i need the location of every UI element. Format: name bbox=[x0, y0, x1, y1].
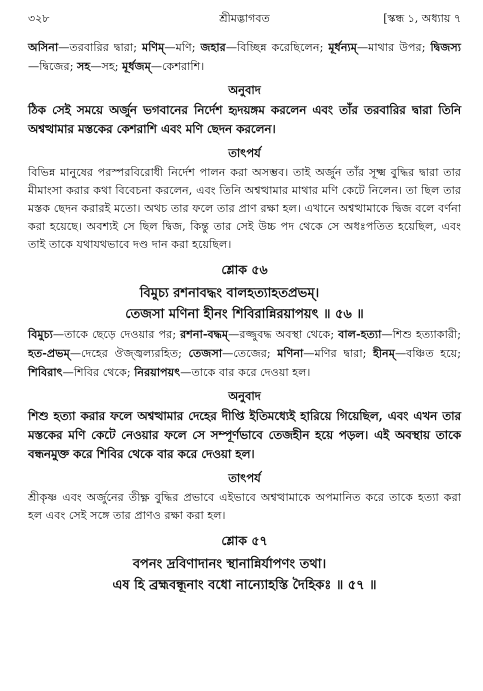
verse-line: তেজসা মণিনা হীনং শিবিরান্নিরয়াপয়ৎ ॥ ৫৬ ॥ bbox=[125, 307, 364, 322]
page-header bbox=[28, 10, 461, 26]
purport-56: শ্রীকৃষ্ণ এবং অর্জুনের তীক্ষ্ণ বুদ্ধির প্রভাবে এইভাবে অশ্বত্থামাকে অপমানিত করে তাকে হত্যা করা হল এবং সেই সঙ্গে তার প্রাণও রক্ষা করা হল। bbox=[28, 491, 461, 522]
gloss-meaning: —মাথার উপর; bbox=[356, 41, 426, 54]
purport-heading-55: তাৎপর্য bbox=[228, 146, 261, 160]
word-meanings-55 bbox=[28, 38, 461, 76]
verse-line: বিমুচ্য রশনাবদ্ধং বালহত্যাহতপ্রভম্। bbox=[139, 286, 320, 301]
gloss-meaning: —বিচ্ছিন্ন করেছিলেন; bbox=[225, 41, 324, 54]
gloss-term: বিমুচ্য bbox=[28, 327, 53, 341]
gloss-meaning: —তরবারির দ্বারা; bbox=[58, 41, 137, 54]
gloss-meaning: —তাকে ছেড়ে দেওয়ার পর; bbox=[52, 328, 177, 341]
gloss-term: সহ bbox=[77, 59, 91, 73]
translation-heading-56: অনুবাদ bbox=[228, 389, 261, 403]
purport-55: বিভিন্ন মানুষের পরস্পরবিরোধী নির্দেশ পালন করা অসম্ভব। তাই অর্জুন তাঁর সূক্ষ্ম বুদ্ধির দ্বারা তার মীমাংসা করার কথা বিবেচনা করলেন, এবং তিনি অশ্বত্থামার মাথার মণি কেটে নিলেন। তা ছিল তার মস্তক ছেদন করারই মতো। অথচ তার ফলে তার প্রাণ রক্ষা হল। এখানে অশ্বত্থামাকে দ্বিজ বলে বর্ণনা করা হয়েছে। অবশ্যই সে ছিল দ্বিজ, কিন্তু তার সেই উচ্চ পদ থেকে সে অধঃপতিত হয়েছিল, এবং তাই তাকে যথাযথভাবে দণ্ড দান করা হয়েছিল। bbox=[28, 166, 461, 251]
gloss-meaning: —তেজের; bbox=[222, 347, 271, 360]
verse-heading-56: শ্লোক ৫৬ bbox=[221, 262, 268, 277]
gloss-term: মণিনা bbox=[277, 346, 304, 360]
gloss-term: বাল-হত্যা bbox=[338, 327, 382, 341]
gloss-meaning: —দেহের ঔজ্জ্বল্যরহিত; bbox=[69, 347, 182, 360]
gloss-meaning: —মণি; bbox=[164, 41, 196, 54]
translation-55: ঠিক সেই সময়ে অর্জুন ভগবানের নির্দেশ হৃদয়ঙ্গম করলেন এবং তাঁর তরবারির দ্বারা তিনি অশ্বত্থামার মস্তকের কেশরাশি এবং মণি ছেদন করলেন। bbox=[28, 103, 461, 136]
gloss-term: তেজসা bbox=[188, 346, 223, 360]
gloss-meaning: —দ্বিজের; bbox=[28, 60, 74, 73]
gloss-term: শিবিরাৎ bbox=[28, 365, 63, 379]
gloss-term: হত-প্রভম্ bbox=[28, 346, 70, 360]
gloss-meaning: —মণির দ্বারা; bbox=[303, 347, 367, 360]
sanskrit-verse-56 bbox=[28, 283, 461, 325]
gloss-meaning: —বঞ্চিত হয়ে; bbox=[394, 347, 461, 360]
gloss-meaning: —শিশু হত্যাকারী; bbox=[381, 328, 461, 341]
word-meanings-56 bbox=[28, 325, 461, 382]
verse-line: বপনং দ্রবিণাদানং স্থানান্নির্যাপণং তথা। bbox=[132, 557, 327, 572]
page-number: ৩২৮ bbox=[28, 12, 50, 25]
gloss-term: নিরয়াপয়ৎ bbox=[134, 365, 181, 379]
gloss-term: মণিম্ bbox=[141, 40, 165, 54]
gloss-meaning: —তাকে বার করে দেওয়া হল। bbox=[180, 366, 311, 379]
gloss-term: মূর্ধজম্ bbox=[122, 59, 151, 73]
book-title: শ্রীমদ্ভাগবত bbox=[219, 12, 270, 25]
gloss-term: হীনম্ bbox=[372, 346, 395, 360]
verse-line: এষ হি ব্রহ্মবন্ধূনাং বধো নান্যোহস্তি দৈহিকঃ ॥ ৫৭ ॥ bbox=[112, 578, 377, 593]
translation-56: শিশু হত্যা করার ফলে অশ্বত্থামার দেহের দীপ্তি ইতিমধ্যেই হারিয়ে গিয়েছিল, এবং এখন তার মস্তকের মণি কেটে নেওয়ার ফলে সে সম্পূর্ণভাবে তেজহীন হয়ে পড়ল। এই অবস্থায় তাকে বন্ধনমুক্ত করে শিবির থেকে বার করে দেওয়া হল। bbox=[28, 409, 461, 461]
gloss-meaning: —রজ্জুবদ্ধ অবস্থা থেকে; bbox=[228, 328, 335, 341]
gloss-term: অসিনা bbox=[28, 40, 59, 54]
gloss-term: রশনা-বদ্ধম্ bbox=[180, 327, 229, 341]
purport-heading-56: তাৎপর্য bbox=[228, 471, 261, 485]
gloss-meaning: —সহ; bbox=[90, 60, 119, 73]
sanskrit-verse-57 bbox=[28, 554, 461, 596]
gloss-term: জহার bbox=[200, 40, 226, 54]
section-reference: [স্কন্ধ ১, অধ্যায় ৭ bbox=[383, 12, 461, 25]
gloss-term: দ্বিজস্য bbox=[430, 40, 461, 54]
gloss-term: মূর্ধন্যম্ bbox=[328, 40, 357, 54]
gloss-meaning: —শিবির থেকে; bbox=[62, 366, 131, 379]
verse-heading-57: শ্লোক ৫৭ bbox=[221, 533, 268, 548]
gloss-meaning: —কেশরাশি। bbox=[150, 60, 205, 73]
translation-heading-55: অনুবাদ bbox=[228, 83, 261, 97]
page-content bbox=[28, 38, 461, 596]
